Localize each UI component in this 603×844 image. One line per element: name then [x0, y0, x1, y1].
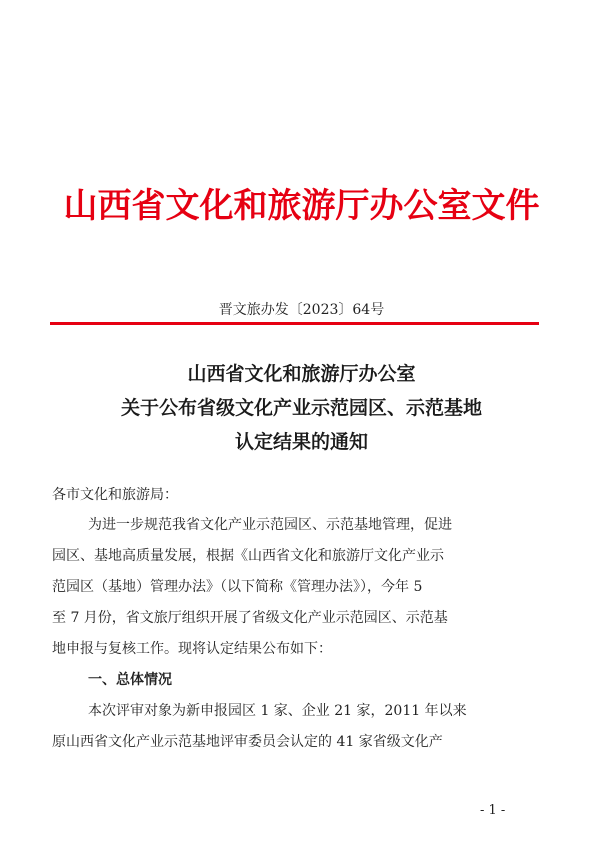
red-divider-line	[50, 322, 539, 325]
body-line: 为进一步规范我省文化产业示范园区、示范基地管理，促进	[88, 517, 452, 533]
body-line: 原山西省文化产业示范基地评审委员会认定的 41 家省级文化产	[52, 734, 443, 750]
salutation: 各市文化和旅游局：	[52, 487, 178, 503]
page-number: - 1 -	[480, 803, 506, 818]
notice-title-line-1: 山西省文化和旅游厅办公室	[187, 363, 416, 385]
body-line: 本次评审对象为新申报园区 1 家、企业 21 家，2011 年以来	[88, 703, 467, 719]
body-line: 地申报与复核工作。现将认定结果公布如下：	[52, 641, 332, 657]
body-line: 范园区（基地）管理办法》（以下简称《管理办法》），今年 5	[52, 579, 423, 595]
letterhead-title: 山西省文化和旅游厅办公室文件	[63, 186, 540, 226]
body-line: 园区、基地高质量发展，根据《山西省文化和旅游厅文化产业示	[52, 548, 444, 564]
notice-title-line-3: 认定结果的通知	[234, 431, 368, 453]
body-line: 至 7 月份，省文旅厅组织开展了省级文化产业示范园区、示范基	[52, 610, 448, 626]
section-heading: 一、总体情况	[88, 672, 172, 688]
document-number: 晋文旅办发〔2023〕64号	[218, 302, 385, 318]
notice-title-line-2: 关于公布省级文化产业示范园区、示范基地	[120, 397, 482, 419]
